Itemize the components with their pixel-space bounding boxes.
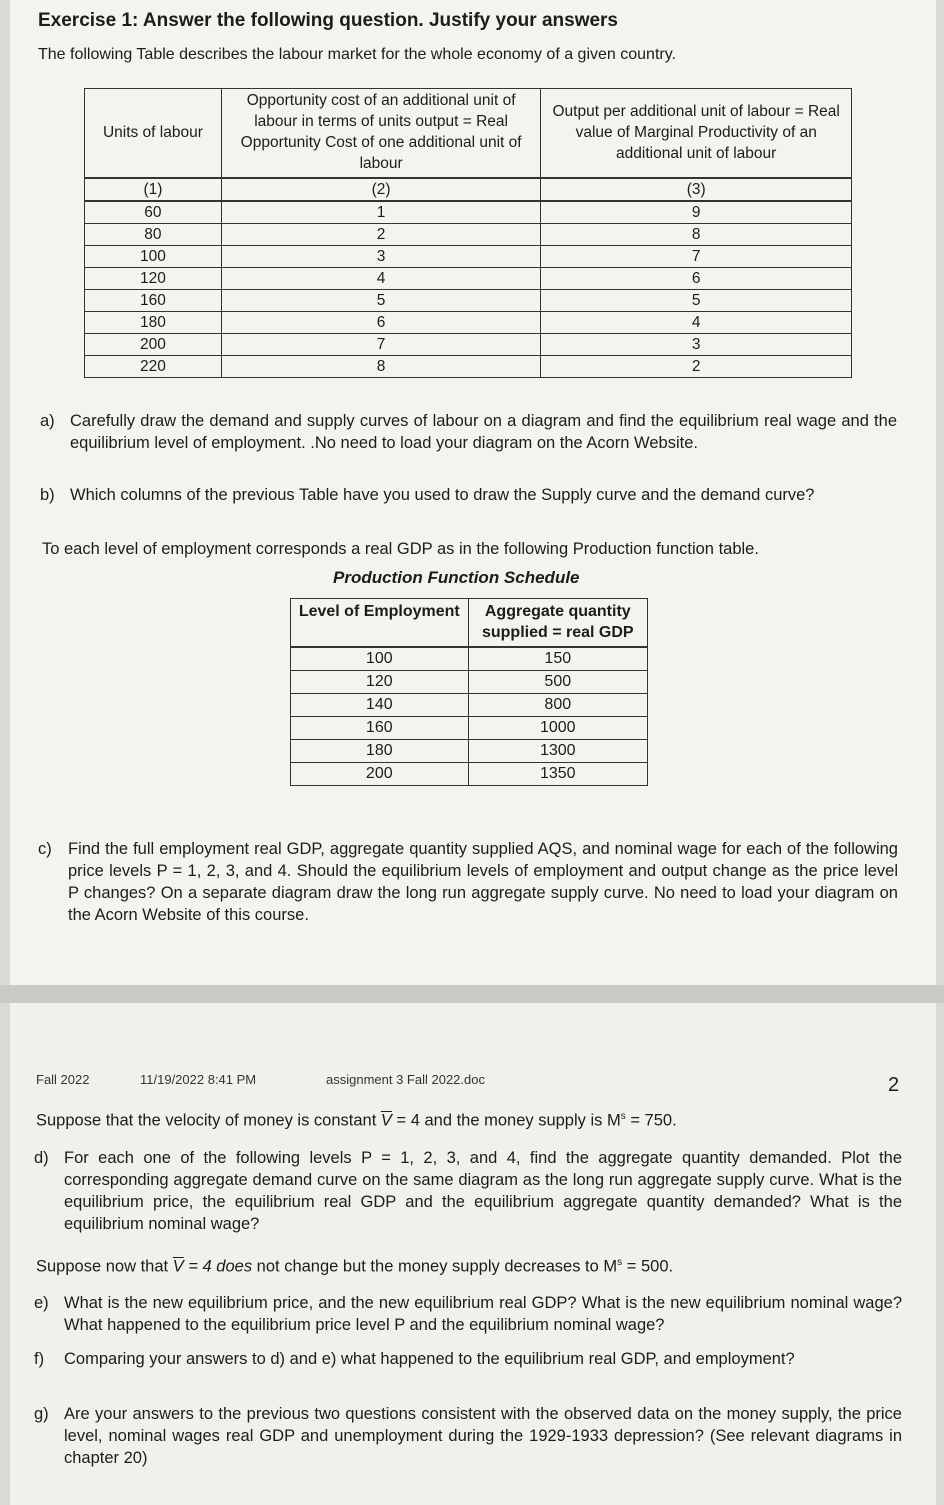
cell: 3 xyxy=(221,246,541,268)
footer-filename: assignment 3 Fall 2022.doc xyxy=(326,1072,485,1087)
cell: 200 xyxy=(85,334,222,356)
question-a-label: a) xyxy=(40,412,55,430)
cell: 100 xyxy=(291,647,469,671)
cell: 8 xyxy=(221,356,541,378)
cell: 180 xyxy=(291,740,469,763)
colnum-3: (3) xyxy=(541,178,852,201)
question-b xyxy=(40,484,897,506)
cell: 150 xyxy=(468,647,647,671)
cell: 80 xyxy=(85,224,222,246)
table-row xyxy=(85,201,852,224)
question-d xyxy=(34,1147,902,1235)
colnum-2: (2) xyxy=(221,178,541,201)
header-aggregate-supply: Aggregate quantity supplied = real GDP xyxy=(468,599,647,648)
cell: 220 xyxy=(85,356,222,378)
footer-datetime: 11/19/2022 8:41 PM xyxy=(140,1072,257,1087)
production-table-header xyxy=(291,599,648,648)
velocity-end: = 750. xyxy=(630,1111,677,1130)
cell: 7 xyxy=(221,334,541,356)
exercise-intro: The following Table describes the labour market for the whole economy of a given country. xyxy=(38,46,676,63)
cell: 140 xyxy=(291,694,469,717)
cell: 1350 xyxy=(468,763,647,786)
header-employment: Level of Employment xyxy=(291,599,469,648)
table-row xyxy=(291,717,648,740)
cell: 2 xyxy=(541,356,852,378)
question-a xyxy=(40,410,897,454)
question-g-text: Are your answers to the previous two questions consistent with the observed data on the money supply, the price level, nominal wages real GDP and unemployment during the 1929-1933 depression? (See relevant diagrams in chapter 20) xyxy=(64,1405,902,1467)
money-supply-change xyxy=(36,1252,902,1278)
cell: 1300 xyxy=(468,740,647,763)
header-opportunity-cost: Opportunity cost of an additional unit of labour in terms of units output = Real Opportunity Cost of one additional unit of labour xyxy=(221,89,541,179)
table-row xyxy=(85,224,852,246)
production-function-table xyxy=(290,598,648,786)
question-f-label: f) xyxy=(34,1350,45,1368)
cell: 8 xyxy=(541,224,852,246)
question-f xyxy=(34,1348,902,1370)
table-row xyxy=(291,647,648,671)
table-row xyxy=(85,356,852,378)
labour-market-table xyxy=(84,88,852,378)
cell: 3 xyxy=(541,334,852,356)
cell: 5 xyxy=(221,290,541,312)
table-row xyxy=(85,312,852,334)
header-output: Output per additional unit of labour = Real value of Marginal Productivity of an additional unit of labour xyxy=(541,89,852,179)
now-symbol: $\overline{V}$ xyxy=(172,1257,184,1276)
table-row xyxy=(85,246,852,268)
velocity-pre: Suppose that the velocity of money is constant xyxy=(36,1111,377,1130)
page-gap xyxy=(0,985,944,1003)
cell: 120 xyxy=(291,671,469,694)
question-c xyxy=(38,838,898,926)
cell: 9 xyxy=(541,201,852,224)
question-f-text: Comparing your answers to d) and e) what happened to the equilibrium real GDP, and employment? xyxy=(64,1350,795,1368)
cell: 4 xyxy=(541,312,852,334)
now-mid: = 4 does xyxy=(188,1257,253,1276)
exercise-title: Exercise 1: Answer the following question. Justify your answers xyxy=(38,10,619,31)
question-e xyxy=(34,1292,902,1336)
cell: 160 xyxy=(291,717,469,740)
cell: 6 xyxy=(541,268,852,290)
velocity-statement xyxy=(36,1106,902,1132)
cell: 200 xyxy=(291,763,469,786)
table-row xyxy=(85,268,852,290)
now-sup: s xyxy=(617,1257,623,1268)
labour-table-colnums xyxy=(85,178,852,201)
cell: 60 xyxy=(85,201,222,224)
cell: 800 xyxy=(468,694,647,717)
cell: 4 xyxy=(221,268,541,290)
cell: 5 xyxy=(541,290,852,312)
cell: 120 xyxy=(85,268,222,290)
gdp-intro: To each level of employment corresponds a real GDP as in the following Production function table. xyxy=(42,540,759,558)
cell: 6 xyxy=(221,312,541,334)
cell: 160 xyxy=(85,290,222,312)
now-pre: Suppose now that xyxy=(36,1257,169,1276)
now-end: = 500. xyxy=(626,1257,674,1276)
question-e-label: e) xyxy=(34,1294,49,1312)
question-c-label: c) xyxy=(38,840,52,858)
question-e-text: What is the new equilibrium price, and the new equilibrium real GDP? What is the new equilibrium nominal wage? What happened to the equilibrium price level P and the equilibrium nominal wage? xyxy=(64,1294,902,1334)
question-c-text: Find the full employment real GDP, aggregate quantity supplied AQS, and nominal wage for each of the following price levels P = 1, 2, 3, and 4. Should the equilibrium levels of employment and output change as the price level P changes? On a separate diagram draw the long run aggregate supply curve. No need to load your diagram on the Acorn Website of this course. xyxy=(68,840,898,924)
table-row xyxy=(291,740,648,763)
cell: 7 xyxy=(541,246,852,268)
cell: 2 xyxy=(221,224,541,246)
colnum-1: (1) xyxy=(85,178,222,201)
cell: 1 xyxy=(221,201,541,224)
table-row xyxy=(85,334,852,356)
cell: 500 xyxy=(468,671,647,694)
labour-table-header xyxy=(85,89,852,179)
footer-term: Fall 2022 xyxy=(36,1072,90,1087)
cell: 180 xyxy=(85,312,222,334)
velocity-post: = 4 and the money supply is M xyxy=(396,1111,621,1130)
production-table-title: Production Function Schedule xyxy=(333,568,580,587)
table-row xyxy=(291,694,648,717)
table-row xyxy=(291,671,648,694)
cell: 1000 xyxy=(468,717,647,740)
question-b-text: Which columns of the previous Table have you used to draw the Supply curve and the demand curve? xyxy=(70,486,815,504)
header-units: Units of labour xyxy=(85,89,222,179)
question-b-label: b) xyxy=(40,486,55,504)
question-g xyxy=(34,1403,902,1469)
velocity-symbol: $\overline{V}$ xyxy=(380,1111,392,1130)
page-number: 2 xyxy=(888,1074,900,1096)
question-d-label: d) xyxy=(34,1149,49,1167)
question-g-label: g) xyxy=(34,1405,49,1423)
cell: 100 xyxy=(85,246,222,268)
table-row xyxy=(85,290,852,312)
question-d-text: For each one of the following levels P = 1, 2, 3, and 4, find the aggregate quantity demanded. Plot the corresponding aggregate demand curve on the same diagram as the long run aggregate supply curve. What is the equilibrium price, the equilibrium real GDP and the equilibrium aggregate quantity demanded? What is the equilibrium nominal wage? xyxy=(64,1149,902,1233)
question-a-text: Carefully draw the demand and supply curves of labour on a diagram and find the equilibrium real wage and the equilibrium level of employment. .No need to load your diagram on the Acorn Website. xyxy=(70,412,897,452)
now-post: not change but the money supply decreases to M xyxy=(256,1257,618,1276)
table-row xyxy=(291,763,648,786)
velocity-sup: s xyxy=(620,1111,626,1122)
